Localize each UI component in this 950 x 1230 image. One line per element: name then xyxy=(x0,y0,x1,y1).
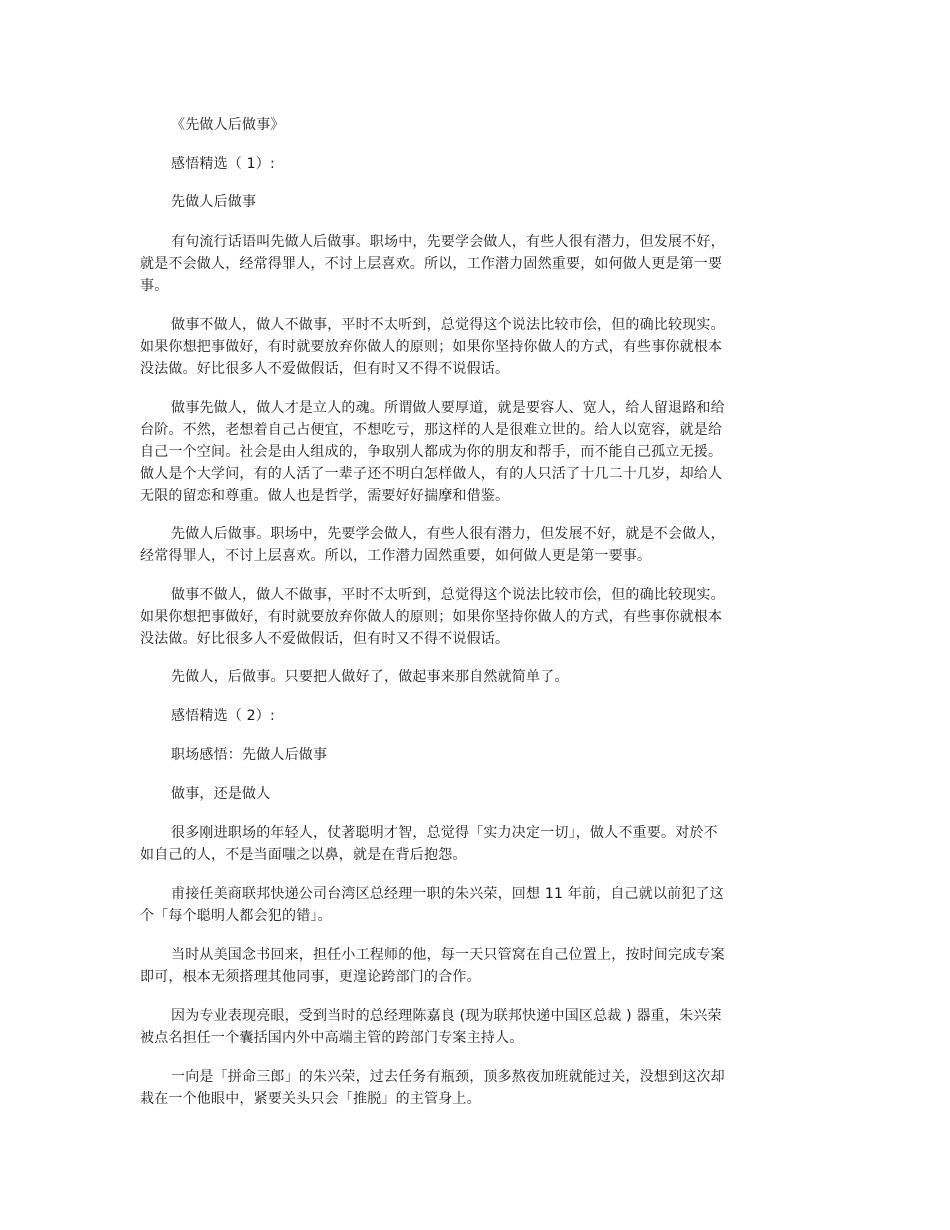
section-heading: 感悟精选（ 2）: xyxy=(171,708,275,724)
paragraph-line: 栽在一个他眼中，紧要关头只会「推脱」的主管身上。 xyxy=(140,1091,481,1107)
paragraph-line: 有句流行话语叫先做人后做事。职场中，先要学会做人，有些人很有潜力，但发展不好， xyxy=(171,234,725,250)
paragraph-line: 没法做。好比很多人不爱做假话，但有时又不得不说假话。 xyxy=(140,361,510,377)
section-subtitle: 先做人后做事 xyxy=(171,194,257,210)
paragraph-line: 先做人后做事。职场中，先要学会做人，有些人很有潜力，但发展不好，就是不会做人， xyxy=(171,526,725,542)
paragraph-line: 如自己的人，不是当面嗤之以鼻，就是在背后抱怨。 xyxy=(140,847,467,863)
paragraph-line: 如果你想把事做好，有时就要放弃你做人的原则；如果你坚持你做人的方式，有些事你就根本 xyxy=(140,339,723,355)
paragraph-line: 一向是「拼命三郎」的朱兴荣，过去任务有瓶颈，顶多熬夜加班就能过关，没想到这次却 xyxy=(171,1069,725,1085)
paragraph-line: 无限的留恋和尊重。做人也是哲学，需要好好揣摩和借鉴。 xyxy=(140,488,510,504)
paragraph-line: 台阶。不然，老想着自己占便宜，不想吃亏，那这样的人是很难立世的。给人以宽容，就是给 xyxy=(140,422,723,438)
paragraph-line: 个「每个聪明人都会犯的错」。 xyxy=(140,908,332,924)
paragraph-line: 做事不做人，做人不做事，平时不太听到，总觉得这个说法比较市侩，但的确比较现实。 xyxy=(171,317,725,333)
paragraph-line: 先做人，后做事。只要把人做好了，做起事来那自然就简单了。 xyxy=(171,669,569,685)
section-heading: 感悟精选（ 1）: xyxy=(171,156,275,172)
paragraph-line: 就是不会做人，经常得罪人，不讨上层喜欢。所以，工作潜力固然重要，如何做人更是第一要 xyxy=(140,256,723,272)
paragraph-line: 因为专业表现亮眼，受到当时的总经理陈嘉良 (现为联邦快递中国区总裁 ) 器重，朱兴荣 xyxy=(171,1008,722,1024)
section-subtitle: 职场感悟：先做人后做事 xyxy=(171,747,328,763)
paragraph-line: 甫接任美商联邦快递公司台湾区总经理一职的朱兴荣，回想 11 年前，自己就以前犯了这 xyxy=(171,886,724,902)
paragraph-line: 被点名担任一个囊括国内外中高端主管的跨部门专案主持人。 xyxy=(140,1030,524,1046)
paragraph-line: 事。 xyxy=(140,278,169,294)
paragraph-line: 做事不做人，做人不做事，平时不太听到，总觉得这个说法比较市侩，但的确比较现实。 xyxy=(171,587,725,603)
paragraph-line: 很多刚进职场的年轻人，仗著聪明才智，总觉得「实力决定一切」，做人不重要。对於不 xyxy=(171,825,718,841)
paragraph-line: 如果你想把事做好，有时就要放弃你做人的原则；如果你坚持你做人的方式，有些事你就根本 xyxy=(140,609,723,625)
section-subtitle: 做事，还是做人 xyxy=(171,786,271,802)
paragraph-line: 当时从美国念书回来，担任小工程师的他，每一天只管窝在自己位置上，按时间完成专案 xyxy=(171,947,725,963)
paragraph-line: 做事先做人，做人才是立人的魂。所谓做人要厚道，就是要容人、宽人，给人留退路和给 xyxy=(171,400,725,416)
paragraph-line: 自己一个空间。社会是由人组成的，争取别人都成为你的朋友和帮手，而不能自己孤立无援。 xyxy=(140,444,723,460)
paragraph-line: 经常得罪人，不讨上层喜欢。所以，工作潜力固然重要，如何做人更是第一要事。 xyxy=(140,548,652,564)
paragraph-line: 即可，根本无须搭理其他同事，更遑论跨部门的合作。 xyxy=(140,969,481,985)
document-title: 《先做人后做事》 xyxy=(171,117,285,133)
paragraph-line: 做人是个大学问，有的人活了一辈子还不明白怎样做人，有的人只活了十几二十几岁，却给人 xyxy=(140,466,723,482)
paragraph-line: 没法做。好比很多人不爱做假话，但有时又不得不说假话。 xyxy=(140,631,510,647)
